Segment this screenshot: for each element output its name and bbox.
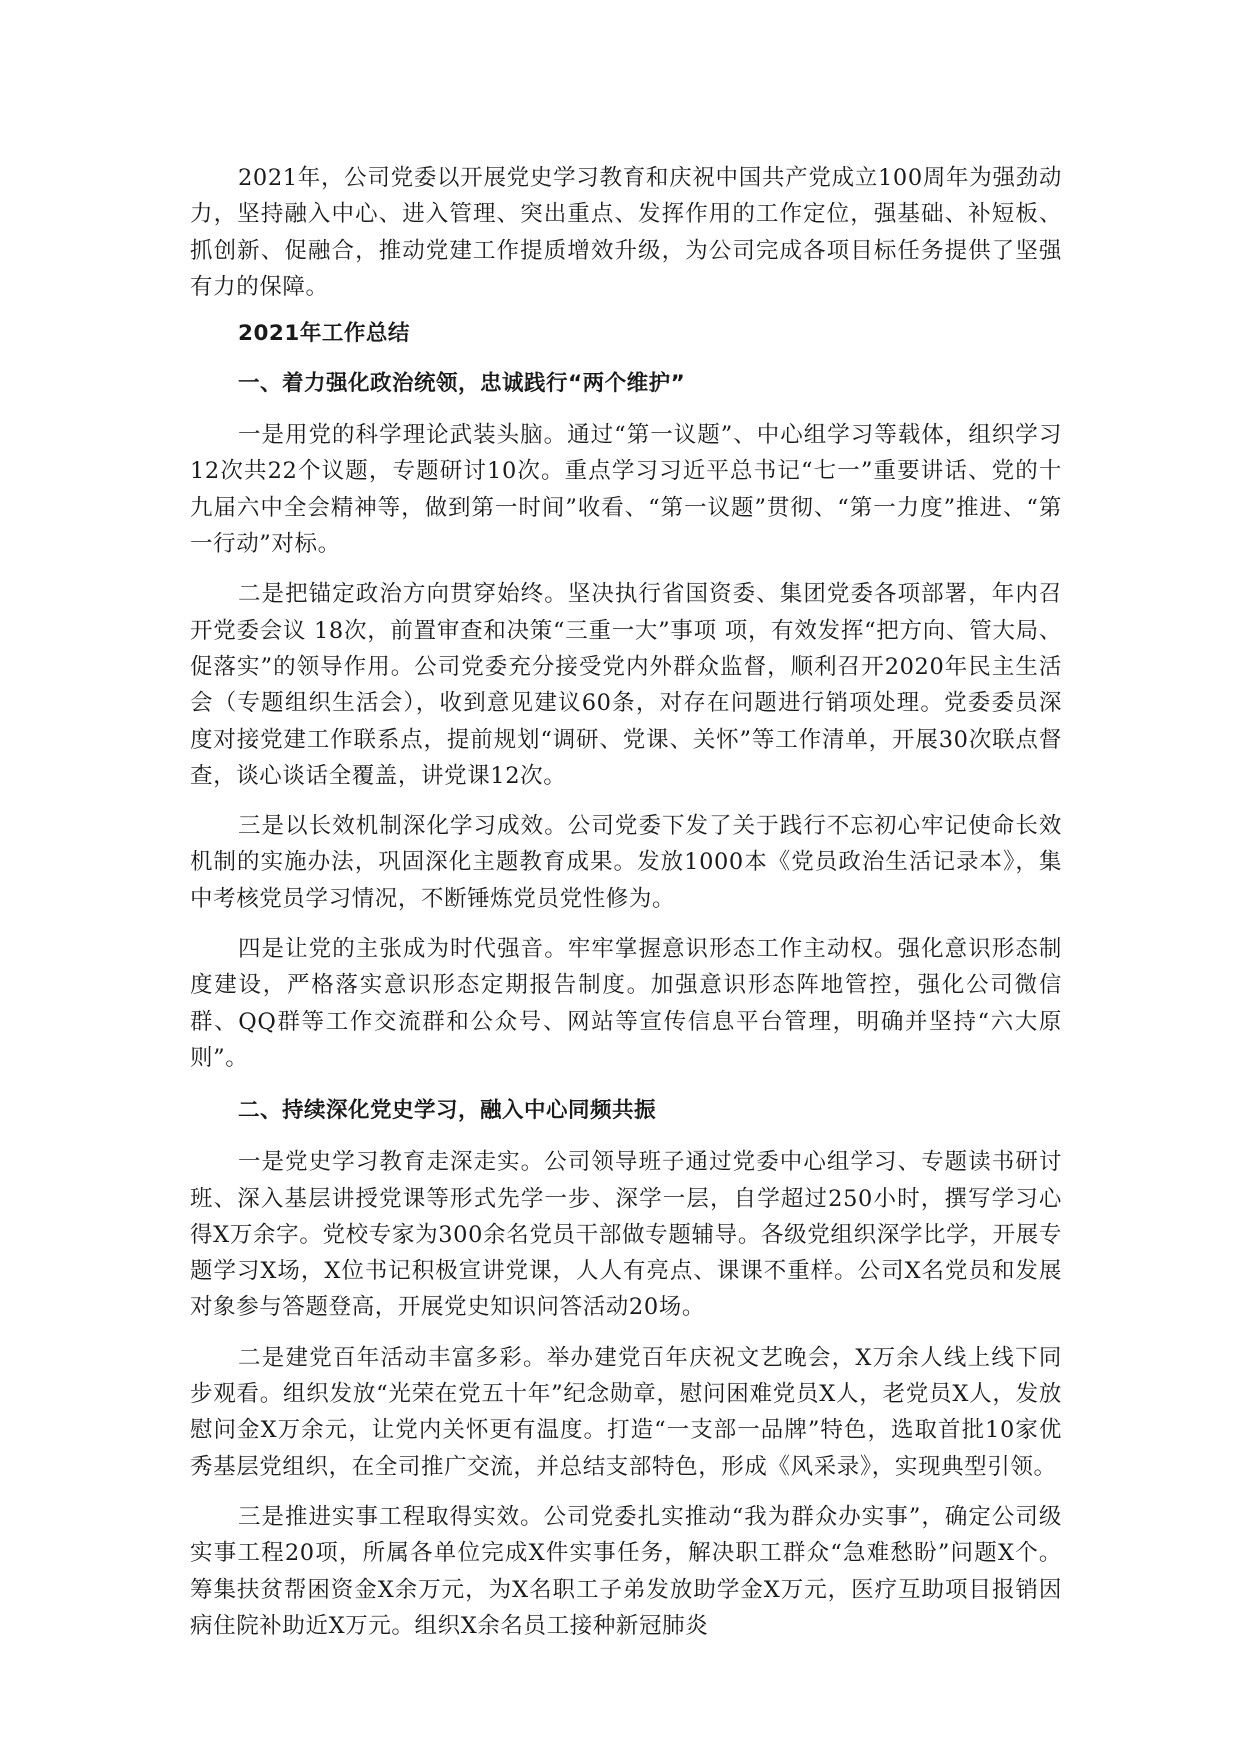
intro-paragraph: 2021年，公司党委以开展党史学习教育和庆祝中国共产党成立100周年为强劲动力，坚持融入中心、进入管理、突出重点、发挥作用的工作定位，强基础、补短板、抓创新、促融合，推动党建工作提质增效升级，为公司完成各项目标任务提供了坚强有力的保障。: [190, 165, 1062, 300]
section-2-paragraph-1: 一是党史学习教育走深走实。公司领导班子通过党委中心组学习、专题读书研讨班、深入基层讲授党课等形式先学一步、深学一层，自学超过250小时，撰写学习心得X万余字。党校专家为300余名党员干部做专题辅导。各级党组织深学比学，开展专题学习X场，X位书记积极宣讲党课，人人有亮点、课课不重样。公司X名党员和发展对象参与答题登高，开展党史知识问答活动20场。: [190, 1149, 1062, 1321]
section-1-title: 一、着力强化政治统领，忠诚践行“两个维护”: [238, 371, 686, 397]
section-1-paragraph-4: 四是让党的主张成为时代强音。牢牢掌握意识形态工作主动权。强化意识形态制度建设，严格落实意识形态定期报告制度。加强意识形态阵地管控，强化公司微信群、QQ群等工作交流群和公众号、网站等宣传信息平台管理，明确并坚持“六大原则”。: [190, 936, 1062, 1071]
section-2-paragraph-2: 二是建党百年活动丰富多彩。举办建党百年庆祝文艺晚会，X万余人线上线下同步观看。组织发放“光荣在党五十年”纪念勋章，慰问困难党员X人，老党员X人，发放慰问金X万余元，让党内关怀更有温度。打造“一支部一品牌”特色，选取首批10家优秀基层党组织，在全司推广交流，并总结支部特色，形成《风采录》，实现典型引领。: [190, 1344, 1062, 1480]
section-1-paragraph-3: 三是以长效机制深化学习成效。公司党委下发了关于践行不忘初心牢记使命长效机制的实施办法，巩固深化主题教育成果。发放1000本《党员政治生活记录本》，集中考核党员学习情况，不断锤炼党员党性修为。: [190, 813, 1062, 912]
section-1-paragraph-2: 二是把锚定政治方向贯穿始终。坚决执行省国资委、集团党委各项部署，年内召开党委会议 18次，前置审查和决策“三重一大”事项 项，有效发挥“把方向、管大局、促落实”的领导作用。公司党委充分接受党内外群众监督，顺利召开2020年民主生活会（专题组织生活会），收到意见建议60条，对存在问题进行销项处理。党委委员深度对接党建工作联系点，提前规划“调研、党课、关怀”等工作清单，开展30次联点督查，谈心谈话全覆盖，讲党课12次。: [190, 581, 1062, 789]
section-2-paragraph-3: 三是推进实事工程取得实效。公司党委扎实推动“我为群众办实事”，确定公司级实事工程20项，所属各单位完成X件实事任务，解决职工群众“急难愁盼”问题X个。筹集扶贫帮困资金X余万元，为X名职工子弟发放助学金X万元，医疗互助项目报销因病住院补助近X万元。组织X余名员工接种新冠肺炎: [190, 1503, 1062, 1639]
section-2-title: 二、持续深化党史学习，融入中心同频共振: [238, 1098, 657, 1124]
section-1-paragraph-1: 一是用党的科学理论武装头脑。通过“第一议题”、中心组学习等载体，组织学习12次共22个议题，专题研讨10次。重点学习习近平总书记“七一”重要讲话、党的十九届六中全会精神等，做到第一时间”收看、“第一议题”贯彻、“第一力度”推进、“第一行动”对标。: [190, 422, 1062, 558]
summary-title: 2021年工作总结: [238, 321, 410, 347]
